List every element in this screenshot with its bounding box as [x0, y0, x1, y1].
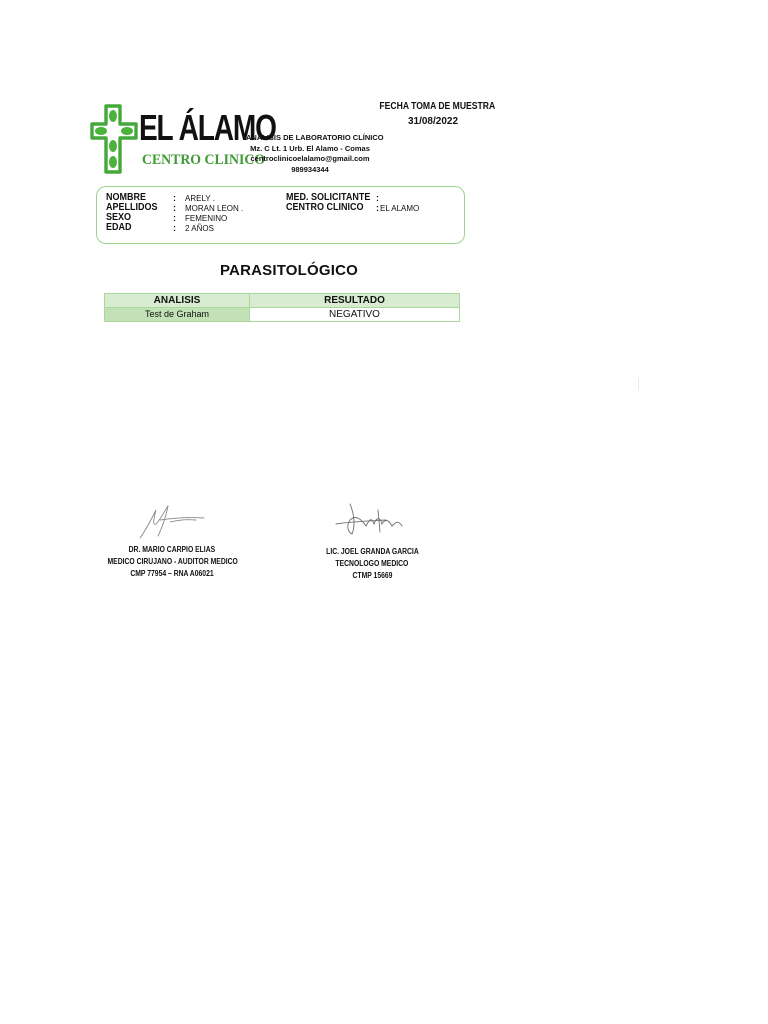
lab-info-line: Mz. C Lt. 1 Urb. El Alamo - Comas [250, 143, 370, 153]
patient-value-nombre: ARELY . [185, 194, 215, 203]
scan-mark [638, 378, 639, 390]
value-centro-clinico: EL ALAMO [380, 204, 420, 213]
separator-colon: : [173, 223, 176, 233]
signature-block-doctor [96, 544, 248, 580]
separator-colon: : [376, 193, 379, 203]
label-med-solicitante: MED. SOLICITANTE [286, 192, 371, 203]
label-centro-clinico: CENTRO CLINICO [286, 202, 364, 213]
separator-colon: : [173, 203, 176, 213]
analysis-cell: Test de Graham [105, 308, 250, 322]
patient-label-nombre: NOMBRE [106, 192, 147, 203]
patient-value-apellidos: MORAN LEON . [185, 204, 244, 213]
signature-name: LIC. JOEL GRANDA GARCIA [325, 547, 419, 556]
report-title: PARASITOLÓGICO [219, 262, 359, 279]
lab-info-line: 989934344 [291, 164, 329, 174]
signature-registry: CMP 77954 – RNA A06021 [130, 569, 214, 578]
patient-value-sexo: FEMENINO [185, 214, 228, 223]
patient-value-edad: 2 AÑOS [185, 224, 214, 233]
patient-label-edad: EDAD [106, 222, 132, 233]
lab-info-line: ANÁLISIS DE LABORATORIO CLÍNICO [246, 133, 384, 142]
logo-title: EL ÁLAMO [139, 107, 276, 148]
sample-date-block [370, 99, 496, 129]
separator-colon: : [173, 213, 176, 223]
column-header-resultado: RESULTADO [250, 294, 460, 308]
signature-block-technologist [296, 546, 448, 582]
logo-subtitle: CENTRO CLINICO [142, 152, 266, 168]
result-cell: NEGATIVO [250, 308, 460, 322]
sample-date-value: 31/08/2022 [407, 116, 459, 127]
signature-title: MEDICO CIRUJANO - AUDITOR MEDICO [107, 557, 238, 566]
table-header-row [105, 294, 460, 308]
lab-info-line: centroclinicoelalamo@gmail.com [250, 154, 370, 164]
sample-date-label: FECHA TOMA DE MUESTRA [379, 101, 496, 112]
patient-label-sexo: SEXO [106, 212, 132, 223]
signature-image-doctor [130, 500, 220, 544]
separator-colon: : [173, 193, 176, 203]
signature-image-technologist [326, 496, 412, 544]
signature-title: TECNOLOGO MEDICO [335, 559, 409, 568]
table-row [105, 308, 460, 322]
patient-label-apellidos: APELLIDOS [106, 202, 158, 213]
signature-name: DR. MARIO CARPIO ELIAS [128, 545, 216, 554]
lab-info [246, 133, 384, 175]
results-table [104, 293, 460, 322]
signature-registry: CTMP 15669 [352, 571, 392, 580]
separator-colon: : [376, 203, 379, 213]
patient-info-box [96, 186, 465, 244]
column-header-analisis: ANALISIS [105, 294, 250, 308]
